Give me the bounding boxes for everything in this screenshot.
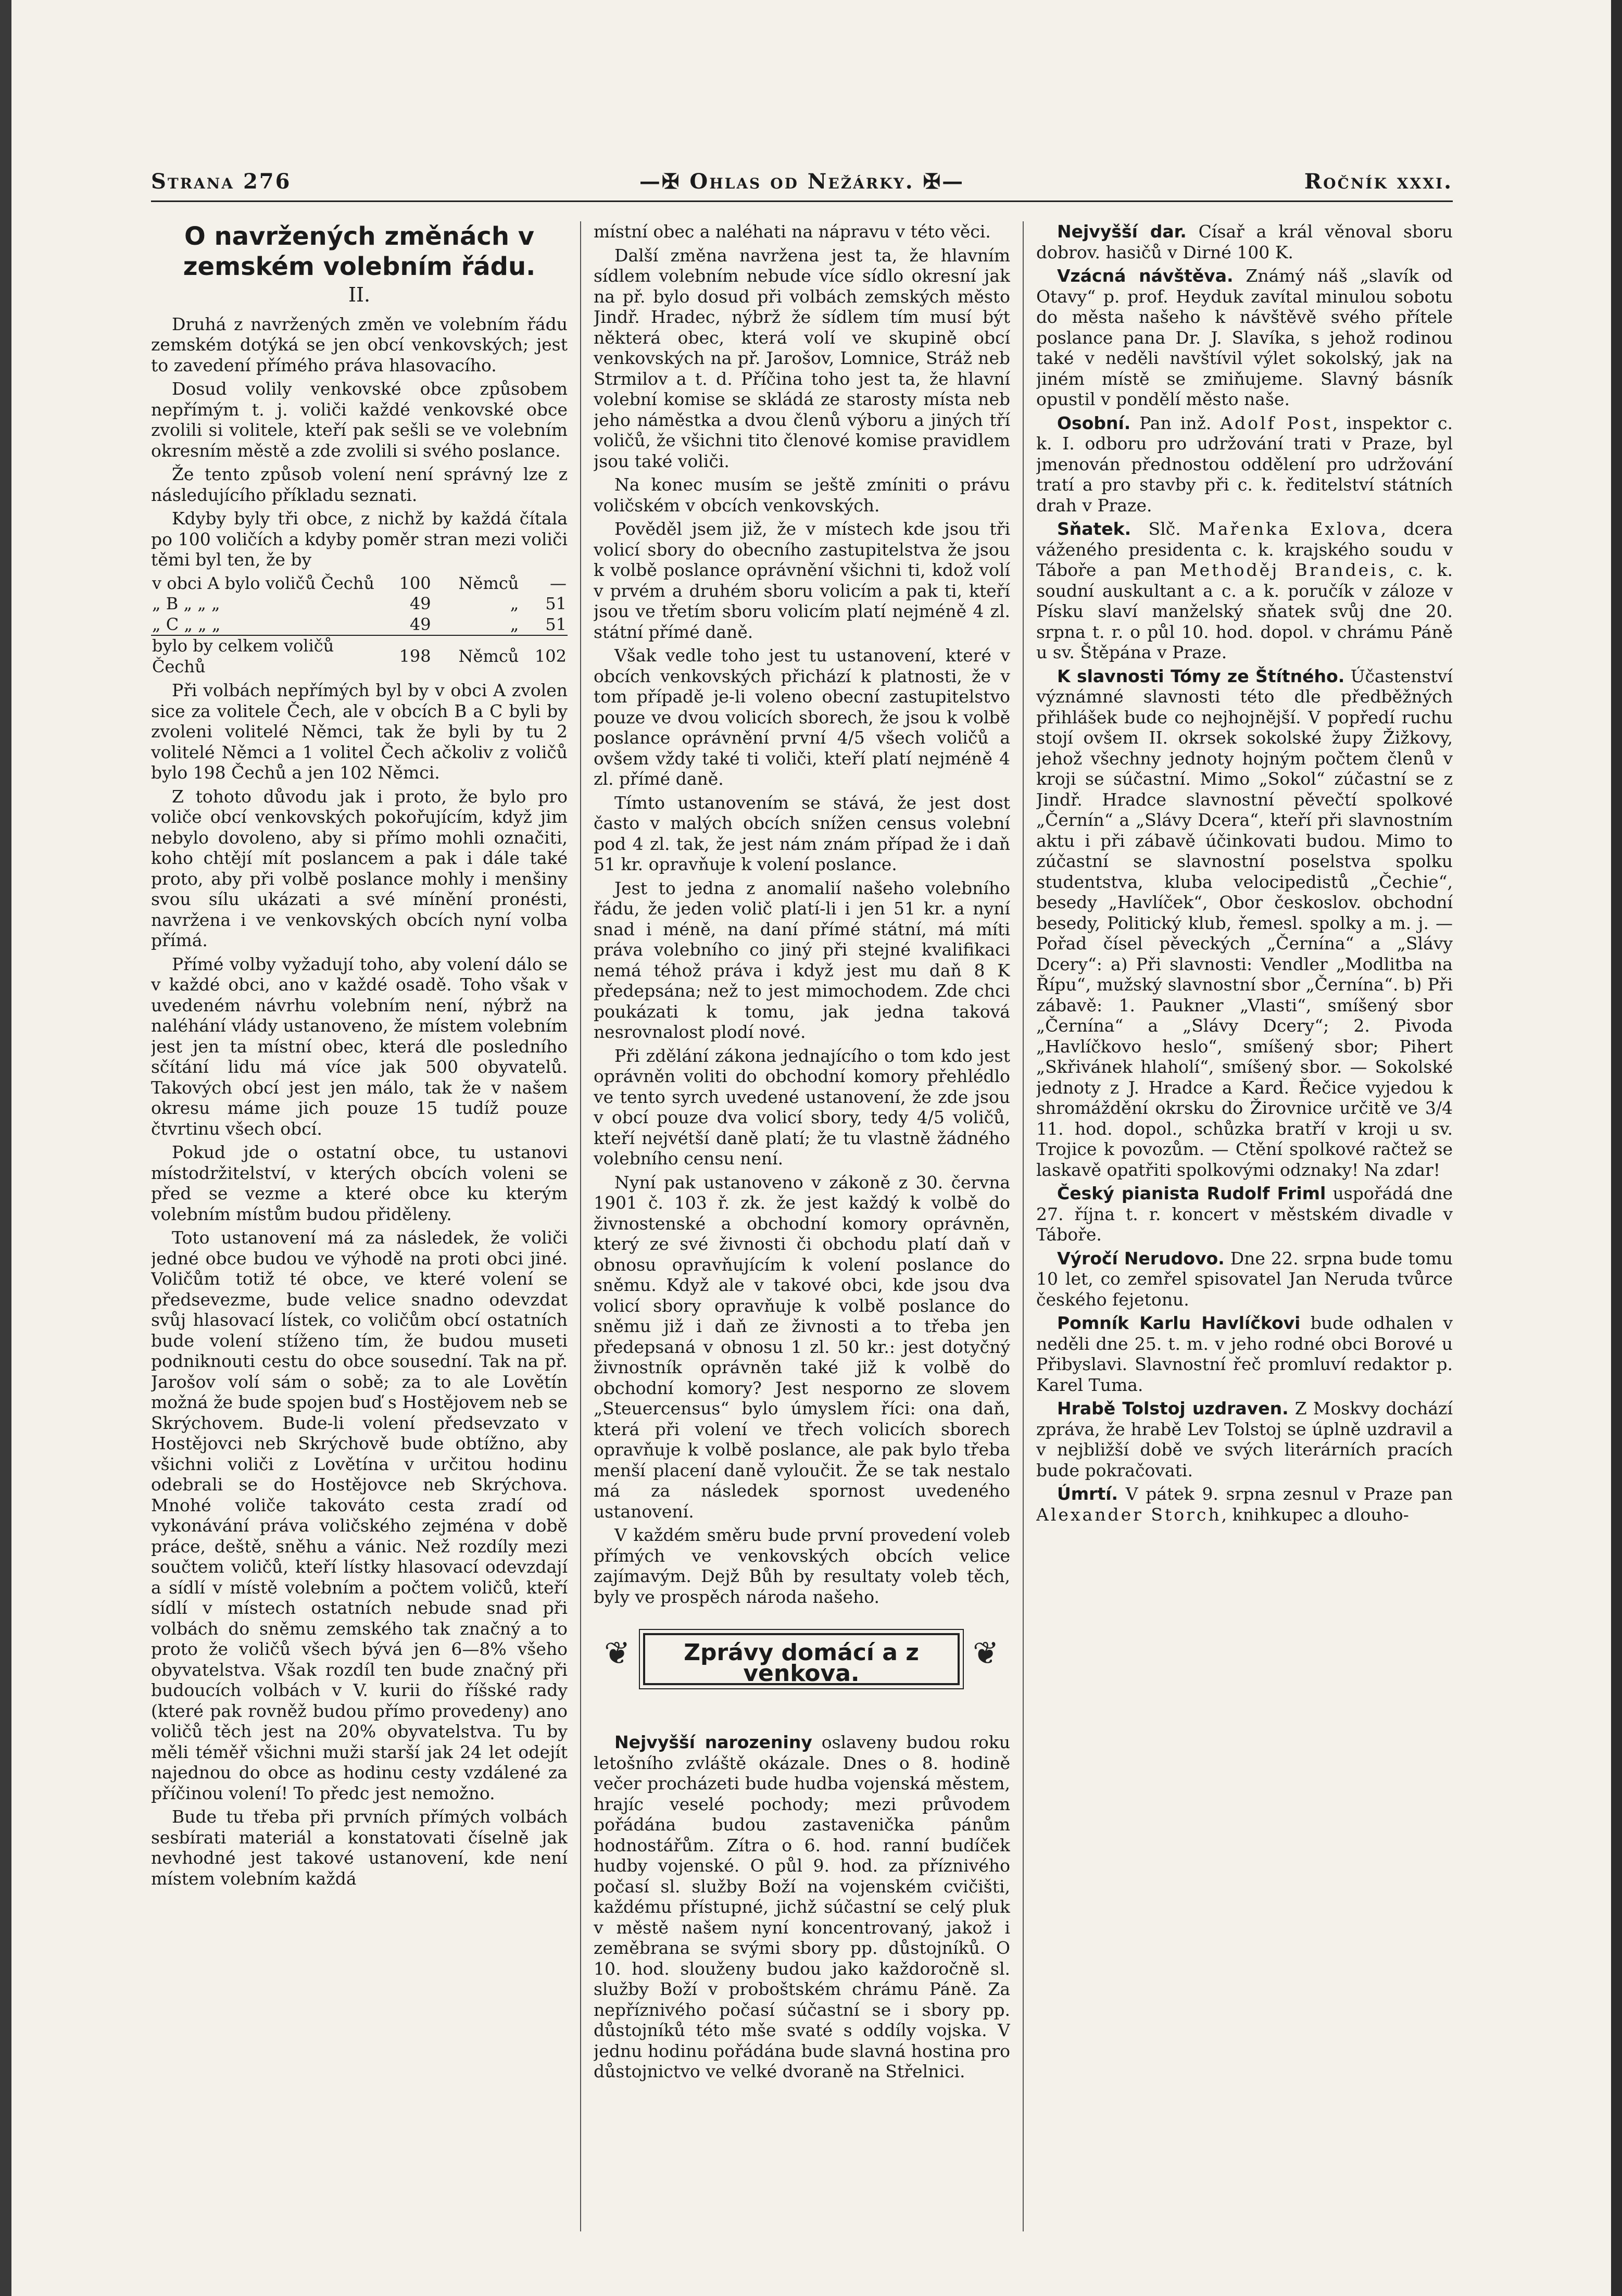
paragraph: Při volbách nepřímých byl by v obci A zvolen sice za volitele Čech, ale v obcích B a C byli by zvoleni volitelé Němci, tak že byli by tu 2 volitelé Němci a 1 volitel Čech ačkoliv z voličů bylo 198 Čechů a jen 102 Němci. (151, 680, 568, 783)
news-item: Vzácná návštěva. Známý náš „slavík od Otavy“ p. prof. Heyduk zavítal minulou sobotu do města našeho k návštěvě svého přítele poslance pana Dr. J. Slavíka, s jehož rodinou také v neděli navštívil výlet sokolský, jak na jiném místě se zmiňujeme. Slavný básník opustil v pondělí město naše. (1036, 266, 1453, 409)
table-row: „ B „ „ „ 49 „ 51 (152, 594, 567, 613)
page-number: Strana 276 (151, 169, 292, 194)
news-heading: Hrabě Tolstoj uzdraven. (1057, 1398, 1289, 1419)
paragraph: místní obec a naléhati na nápravu v této věci. (594, 221, 991, 242)
paragraph: Přímé volby vyžadují toho, aby volení dálo se v každé obci, ano v každé osadě. Toho však v uvedeném návrhu volebním není, nýbrž na naléhání vlády ustanoveno, že místem volebním jest jen ta místní obec, která dle posledního sčítání lidu má více jak 500 obyvatelů. Takových obcí jest jen málo, tak že v našem okresu máme jich pouze 15 tudíž pouze čtvrtinu všech obcí. (151, 953, 568, 1139)
column-rule (1023, 221, 1024, 2231)
paragraph: Druhá z navržených změn ve volebním řádu zemském dotýká se jen obcí venkovských; jest to zavedení přímého práva hlasovacího. (151, 313, 568, 375)
paragraph: Při zdělání zákona jednajícího o tom kdo jest oprávněn voliti do obchodní komory přehlédlo ve tento syrch uvedené ustanovení, že zde jsou v obcí pouze dva volicí sbory, tedy 4/5 voličů, kteří nejvétší daně platí; že tu vlastně žádného volebního censu není. (594, 1045, 1010, 1169)
news-heading: Nejvyšší dar. (1057, 221, 1187, 242)
ornament-icon: ❦ (604, 1635, 631, 1672)
news-heading: Osobní. (1057, 412, 1131, 433)
running-header (151, 164, 1453, 195)
paragraph: Jest to jedna z anomalií našeho volebního řádu, že jeden volič platí-li i jen 51 kr. a nyní snad i méně, na daní přímé státní, má míti práva volebního co jiný při stejné kvalifikaci nemá téhož práva i když jest mu daň 8 K předepsána; než to jest mimochodem. Zde chci poukázati k tomu, jak jedna taková nesrovnalost plodí nové. (594, 877, 1010, 1042)
newspaper-page (151, 164, 1453, 2237)
news-heading: Výročí Nerudovo. (1057, 1248, 1225, 1269)
news-heading: Český pianista Rudolf Friml (1057, 1183, 1326, 1203)
news-item: Nejvyšší narozeniny oslaveny budou roku letošního zvláště okázale. Dnes o 8. hodině večer procházeti bude hudba vojenská městem, hrajíc veselé pochody; mezi průvodem pořádána budou zastavenička pánům hodnostářům. Zítra o 6. hod. ranní budíček hudby vojenské. O půl 9. hod. za příznivého počasí sl. služby Boží na vojenském cvičišti, každému přístupné, jichž súčastní se celý pluk v městě našem nyní koncentrovaný, jakož i zeměbrana se svými sbory pp. důstojníků. O 10. hod. slouženy budou jako každoročně sl. služby Boží v proboštském chrámu Páně. Za nepříznivého počasí súčastní se i sbory pp. důstojníků této mše svaté s oddíly vojska. V jednu hodinu pořádána bude slavná hostina pro důstojnictvo ve velké dvoraně na Střelnici. (594, 1732, 1010, 2081)
paragraph: Pokud jde o ostatní obce, tu ustanovi místodržitelství, v kterých obcích voleni se před se vezme a které obce ku kterým volebním místům budou přiděleny. (151, 1142, 568, 1224)
table-row: „ C „ „ „ 49 „ 51 (152, 614, 567, 634)
section-banner (594, 1623, 1010, 1696)
ornament-icon: ❦ (973, 1635, 999, 1672)
news-item: Hrabě Tolstoj uzdraven. Z Moskvy dochází zpráva, že hrabě Lev Tolstoj se úplně uzdravil a v nejbližší době ve svých literárních pracích bude pokračovati. (1036, 1398, 1453, 1481)
news-heading: Pomník Karlu Havlíčkovi (1057, 1313, 1301, 1333)
paragraph: Tímto ustanovením se stává, že jest dost často v malých obcích snížen census volební pod 4 zl. tak, že jest nám znám případ že i daň 51 kr. opravňuje k volení poslance. (594, 792, 1010, 874)
news-heading: K slavnosti Tómy ze Štítného. (1057, 666, 1345, 686)
news-item: Úmrtí. V pátek 9. srpna zesnul v Praze pan Alexander Storch, knihkupec a dlouho- (1036, 1484, 1453, 1525)
news-item: Sňatek. Slč. Mařenka Exlova, dcera váženého presidenta c. k. krajského soudu v Táboře a pan Methoděj Brandeis, c. k. soudní auskultant a c. a k. poručík v záloze v Písku slaví manželský sňatek svůj dne 20. srpna t. r. o půl 10. hod. dopol. v chrámu Páně u sv. Štěpána v Praze. (1036, 519, 1453, 662)
paragraph: Kdyby byly tři obce, z nichž by každá čítala po 100 voličích a kdyby poměr stran mezi voliči těmi byl ten, že by (151, 508, 568, 570)
paragraph: Další změna navržena jest ta, že hlavním sídlem volebním nebude více sídlo okresní jak na př. bylo dosud při volbách zemských město Jindř. Hradec, nýbrž že sídlem tím musí být některá obec, která volí ve skupině obcí venkovských na př. Jarošov, Lomnice, Stráž neb Strmilov a t. d. Příčina toho jest ta, že hlavní volební komise se skládá ze starosty místa neb jeho náměstka a dvou členů výboru a jiných tří voličů, že všichni tito členové komise pravidlem jsou také voliči. (594, 245, 1010, 471)
news-item: Nejvyšší dar. Císař a král věnoval sboru dobrov. hasičů v Dirné 100 K. (1036, 221, 1453, 262)
column-2 (594, 221, 1010, 2231)
paragraph: Toto ustanovení má za následek, že voliči jedné obce budou ve výhodě na proti obci jiné. Voličům totiž té obce, ve které volení se předsevezme, bude velice snadno odevzdat svůj hlasovací lístek, co voličům obcí ostatních bude volení stíženo tím, že budou museti podniknouti cestu do obce sousední. Tak na př. Jarošov volí sám o sobě; za to ale Lovětín možná že bude spojen buď s Hostějovem neb se Skrýchovem. Bude-li volení předsevzato v Hostějovci neb Skrýchově bude obtížno, aby všichni voliči z Lovětína v určitou hodinu odebrali se do Hostějovce neb Skrýchova. Mnohé voliče takováto cesta zradí od vykonávání práva voličského zejména v době práce, deště, sněhu a vánic. Než rozdíly mezi součtem voličů, kteří lístky hlasovací odevzdají a sídlí v místě volebním a počtem voličů, kteří sídlí v místech ostatních nebude snad při volbách do sněmu zemského tak značný a to proto že voličů všech bývá jen 6—8% všeho obyvatelstva. Však rozdíl ten bude značný při budoucích volbách v V. kurii do říšské rady (které pak rovněž budou přímo provedeny) ano voličů těch jest na 20% obyvatelstva. Tu by měli téměř všichni muži starší jak 24 let odejít najednou do obce as hodinu cesty vzdálené za příčinou volení! To předc jest nemožno. (151, 1227, 568, 1803)
table-row-total: bylo by celkem voličů Čechů 198 Němců 102 (152, 636, 567, 676)
paragraph: Na konec musím se ještě zmíniti o právu voličském v obcích venkovských. (594, 474, 1010, 516)
table-row: v obci A bylo voličů Čechů 100 Němců — (152, 573, 567, 593)
section-title: Zprávy domácí a z venkova. (684, 1639, 919, 1687)
paragraph: Pověděl jsem již, že v místech kde jsou tři volicí sbory do obecního zastupitelstva že jsou k volbě poslance oprávnění všichni ti, kdož volí v prvém a druhém sboru volicím a pak ti, kteří jsou ve třetím sboru volicím platí nejméně 4 zl. státní přímé daně. (594, 519, 1010, 642)
news-heading: Nejvyšší narozeniny (614, 1732, 812, 1752)
paragraph: Dosud volily venkovské obce způsobem nepřímým t. j. voliči každé venkovské obce zvolili si volitele, kteří pak sešli se ve volebním okresním městě a zde zvolili si svého poslance. (151, 379, 568, 461)
column-3 (1036, 221, 1453, 2231)
column-1 (151, 221, 568, 2231)
paragraph: Z tohoto důvodu jak i proto, že bylo pro voliče obcí venkovských pokořujícím, když jim nebylo dovoleno, aby si přímo mohli označiti, koho chtějí mít poslancem a pak i dále také proto, aby při volbě poslance mohly i menšiny svou sílu ukázati a své mínění pronésti, navržena i ve venkovských obcích nyní volba přímá. (151, 786, 568, 950)
paragraph: V každém směru bude první provedení voleb přímých ve venkovských obcích velice zajímavým. Dejž Bůh by resultaty voleb těch, byly ve prospěch národa našeho. (594, 1525, 1010, 1607)
paragraph: Nyní pak ustanoveno v zákoně z 30. června 1901 č. 103 ř. zk. že jest každý k volbě do živnostenské a obchodní komory oprávněn, který ze své živnosti či obchodu platí daň v obnosu opravňujícím k volení poslance do sněmu. Když ale v takové obci, kde jsou dva volicí sbory opravňuje k volbě poslance do sněmu již i daň ze živnosti a to třeba jen předepsaná v obnosu 1 zl. 50 kr.: jest dotyčný živnostník oprávněn také již k volbě do obchodní komory? Jest nesporno ze slovem „Steuercensus“ bylo úmyslem říci: ona daň, která při volení ve třech volicích sborech opravňuje k volbě poslance, ale pak bylo třeba menší placení daně vyloučit. Že se tak nestalo má za následek spornost uvedeného ustanovení. (594, 1172, 1010, 1522)
news-item: Výročí Nerudovo. Dne 22. srpna bude tomu 10 let, co zemřel spisovatel Jan Neruda tvůrce českého fejetonu. (1036, 1248, 1453, 1310)
scan-edge-right (1611, 0, 1622, 2296)
header-rule (151, 200, 1453, 202)
paragraph: Že tento způsob volení není správný lze z následujícího příkladu seznati. (151, 464, 568, 505)
news-item: K slavnosti Tómy ze Štítného. Účastenství význámné slavnosti této dle předběžných přihlášek bude co nejhojnější. V popředí ruchu stojí ovšem II. okrsek sokolské župy Žižkovy, jehož všechny jednoty hojným počtem členů v kroji se súčastní. Mimo „Sokol“ zúčastní se z Jindř. Hradce slavnostní pěvečtí spolkové „Černín“ a „Slávy Dcera“, kteří při slavnostním aktu i při zábavě účinkovati budou. Mimo to zúčastní se slavnostní poselstva spolku studentstva, kluba velocipedistů „Čechie“, besedy „Havlíček“, Obor českoslov. obchodní besedy, Politický klub, řemesl. spolky a m. j. — Pořad čísel pěveckých „Černína“ a „Slávy Dcery“: a) Při slavnosti: Vendler „Modlitba na Řípu“, mužský slavnostní sbor „Černína“. b) Při zábavě: 1. Paukner „Vlasti“, smíšený sbor „Černína“ a „Slávy Dcery“; 2. Pivoda „Havlíčkovo heslo“, smíšený sbor; Pihert „Skřivánek hlaholí“, smíšený sbor. — Sokolské jednoty z J. Hradce a Kard. Řečice vyjedou k shromáždění okrsku do Žirovnice určitě ve 3/4 11. hod. dopol., schůzka bratří v kroji u sv. Trojice k povozům. — Ctění spolkové račtež se laskavě opatřiti spolkovými odznaky! Na zdar! (1036, 666, 1453, 1180)
news-item: Český pianista Rudolf Friml uspořádá dne 27. října t. r. koncert v městském divadle v Táboře. (1036, 1183, 1453, 1245)
masthead: —✠ Ohlas od Nežárky. ✠— (639, 169, 965, 194)
news-item: Osobní. Pan inž. Adolf Post, inspektor c. k. I. odboru pro udržování trati v Praze, byl jmenován přednostou oddělení pro udržování tratí a pro stavby při c. k. ředitelství státních drah v Praze. (1036, 412, 1453, 516)
article-part: II. (348, 283, 371, 306)
news-heading: Úmrtí. (1057, 1484, 1118, 1504)
volume-number: Ročník xxxi. (1304, 169, 1453, 194)
news-heading: Vzácná návštěva. (1057, 266, 1234, 286)
scan-edge-left (0, 0, 11, 2296)
article-title: O navržených změnách v zemském volebním řádu. (183, 222, 536, 281)
paragraph: Však vedle toho jest tu ustanovení, které v obcích venkovských přichází k platnosti, že v tom případě je-li voleno obecní zastupitelstvo pouze ve dvou volicích sborech, že jsou k volbě poslance oprávnění první 4/5 všech voličů a ovšem vždy také ti voliči, kteří platí nejméně 4 zl. přímé daně. (594, 645, 1010, 789)
news-item: Pomník Karlu Havlíčkovi bude odhalen v neděli dne 25. t. m. v jeho rodné obci Borové u Přibyslavi. Slavnostní řeč promluví redaktor p. Karel Tuma. (1036, 1313, 1453, 1395)
news-heading: Sňatek. (1057, 519, 1131, 539)
column-rule (580, 221, 581, 2231)
voter-table (151, 573, 568, 677)
paragraph: Bude tu třeba při prvních přímých volbách sesbírati materiál a konstatovati číselně jak nevhodné jest takové ustanovení, kde není místem volebním každá (151, 1806, 568, 1889)
